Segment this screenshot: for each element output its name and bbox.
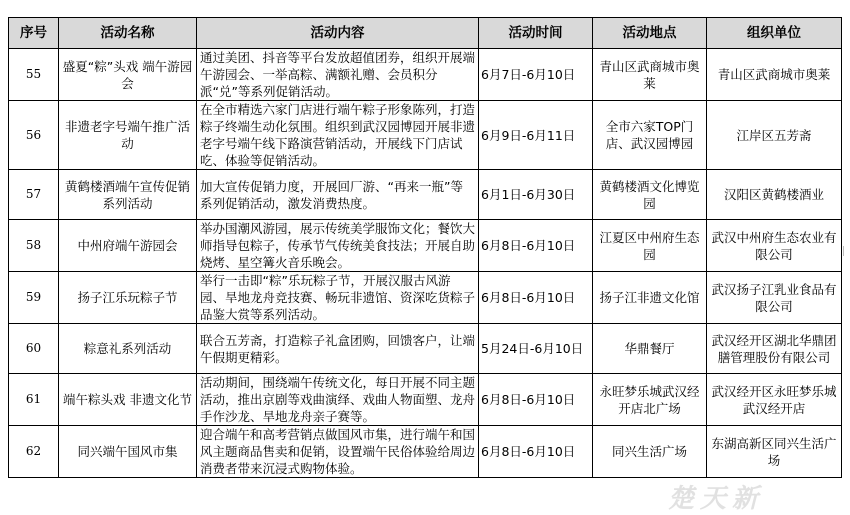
- row-no: 58: [9, 220, 59, 272]
- row-no: 62: [9, 426, 59, 478]
- row-name: 粽意礼系列活动: [59, 324, 197, 374]
- row-org: 武汉经开区永旺梦乐城武汉经开店: [707, 374, 842, 426]
- row-place: 同兴生活广场: [593, 426, 707, 478]
- row-content: 在全市精选六家门店进行端午粽子形象陈列，打造粽子终端生动化氛围。组织到武汉园博园开展非遗老字号端午线下路演营销活动，开展线下门店试吃、体验等促销活动。: [197, 101, 479, 170]
- row-place: 江夏区中州府生态园: [593, 220, 707, 272]
- row-org: 江岸区五芳斋: [707, 101, 842, 170]
- header-org: 组织单位: [707, 18, 842, 49]
- page-edge-mark: [843, 246, 848, 256]
- table-row: [9, 426, 842, 478]
- row-name: 同兴端午国风市集: [59, 426, 197, 478]
- row-no: 59: [9, 272, 59, 324]
- table-row: [9, 220, 842, 272]
- row-place: 华鼎餐厅: [593, 324, 707, 374]
- row-time: 6月9日-6月11日: [479, 101, 593, 170]
- header-no: 序号: [9, 18, 59, 49]
- row-time: 6月8日-6月10日: [479, 220, 593, 272]
- row-no: 61: [9, 374, 59, 426]
- table-row: [9, 272, 842, 324]
- row-name: 端午粽头戏 非遗文化节: [59, 374, 197, 426]
- row-org: 东湖高新区同兴生活广场: [707, 426, 842, 478]
- row-time: 5月24日-6月10日: [479, 324, 593, 374]
- row-no: 55: [9, 49, 59, 101]
- header-place: 活动地点: [593, 18, 707, 49]
- table-row: [9, 170, 842, 220]
- row-content: 活动期间，围绕端午传统文化，每日开展不同主题活动，推出京剧等戏曲演绎、戏曲人物面塑、龙舟手作沙龙、旱地龙舟亲子赛等。: [197, 374, 479, 426]
- row-content: 举办国潮风游园，展示传统美学服饰文化；餐饮大师指导包粽子，传承节气传统美食技法；开展自助烧烤、星空篝火音乐晚会。: [197, 220, 479, 272]
- row-place: 永旺梦乐城武汉经开店北广场: [593, 374, 707, 426]
- row-name: 中州府端午游园会: [59, 220, 197, 272]
- table-row: [9, 324, 842, 374]
- row-place: 青山区武商城市奥莱: [593, 49, 707, 101]
- row-org: 武汉扬子江乳业食品有限公司: [707, 272, 842, 324]
- row-name: 黄鹤楼酒端午宣传促销系列活动: [59, 170, 197, 220]
- row-time: 6月8日-6月10日: [479, 374, 593, 426]
- row-no: 57: [9, 170, 59, 220]
- row-content: 举行一击即“粽”乐玩粽子节，开展汉服古风游园、旱地龙舟竞技赛、畅玩非遗馆、资深吃货粽子品鉴大赏等系列活动。: [197, 272, 479, 324]
- row-no: 56: [9, 101, 59, 170]
- row-org: 武汉中州府生态农业有限公司: [707, 220, 842, 272]
- row-org: 青山区武商城市奥莱: [707, 49, 842, 101]
- header-name: 活动名称: [59, 18, 197, 49]
- row-place: 全市六家TOP门店、武汉园博园: [593, 101, 707, 170]
- row-time: 6月7日-6月10日: [479, 49, 593, 101]
- row-time: 6月8日-6月10日: [479, 426, 593, 478]
- activity-table: [8, 17, 842, 478]
- row-time: 6月1日-6月30日: [479, 170, 593, 220]
- row-time: 6月8日-6月10日: [479, 272, 593, 324]
- row-content: 联合五芳斋，打造粽子礼盒团购，回馈客户，让端午假期更精彩。: [197, 324, 479, 374]
- row-name: 盛夏“粽”头戏 端午游园会: [59, 49, 197, 101]
- row-content: 迎合端午和高考营销点做国风市集，进行端午和国风主题商品售卖和促销，设置端午民俗体验给周边消费者带来沉浸式购物体验。: [197, 426, 479, 478]
- row-name: 扬子江乐玩粽子节: [59, 272, 197, 324]
- row-place: 扬子江非遗文化馆: [593, 272, 707, 324]
- watermark: 楚天新: [668, 484, 765, 514]
- row-place: 黄鹤楼酒文化博览园: [593, 170, 707, 220]
- row-content: 加大宣传促销力度，开展回厂游、“再来一瓶”等系列促销活动，激发消费热度。: [197, 170, 479, 220]
- table-row: [9, 49, 842, 101]
- row-content: 通过美团、抖音等平台发放超值团券，组织开展端午游园会、一举高粽、满额礼赠、会员积分派“兑”等系列促销活动。: [197, 49, 479, 101]
- table-header-row: [9, 18, 842, 49]
- row-name: 非遗老字号端午推广活动: [59, 101, 197, 170]
- header-time: 活动时间: [479, 18, 593, 49]
- table-row: [9, 101, 842, 170]
- row-no: 60: [9, 324, 59, 374]
- row-org: 汉阳区黄鹤楼酒业: [707, 170, 842, 220]
- header-content: 活动内容: [197, 18, 479, 49]
- row-org: 武汉经开区湖北华鼎团膳管理股份有限公司: [707, 324, 842, 374]
- table-row: [9, 374, 842, 426]
